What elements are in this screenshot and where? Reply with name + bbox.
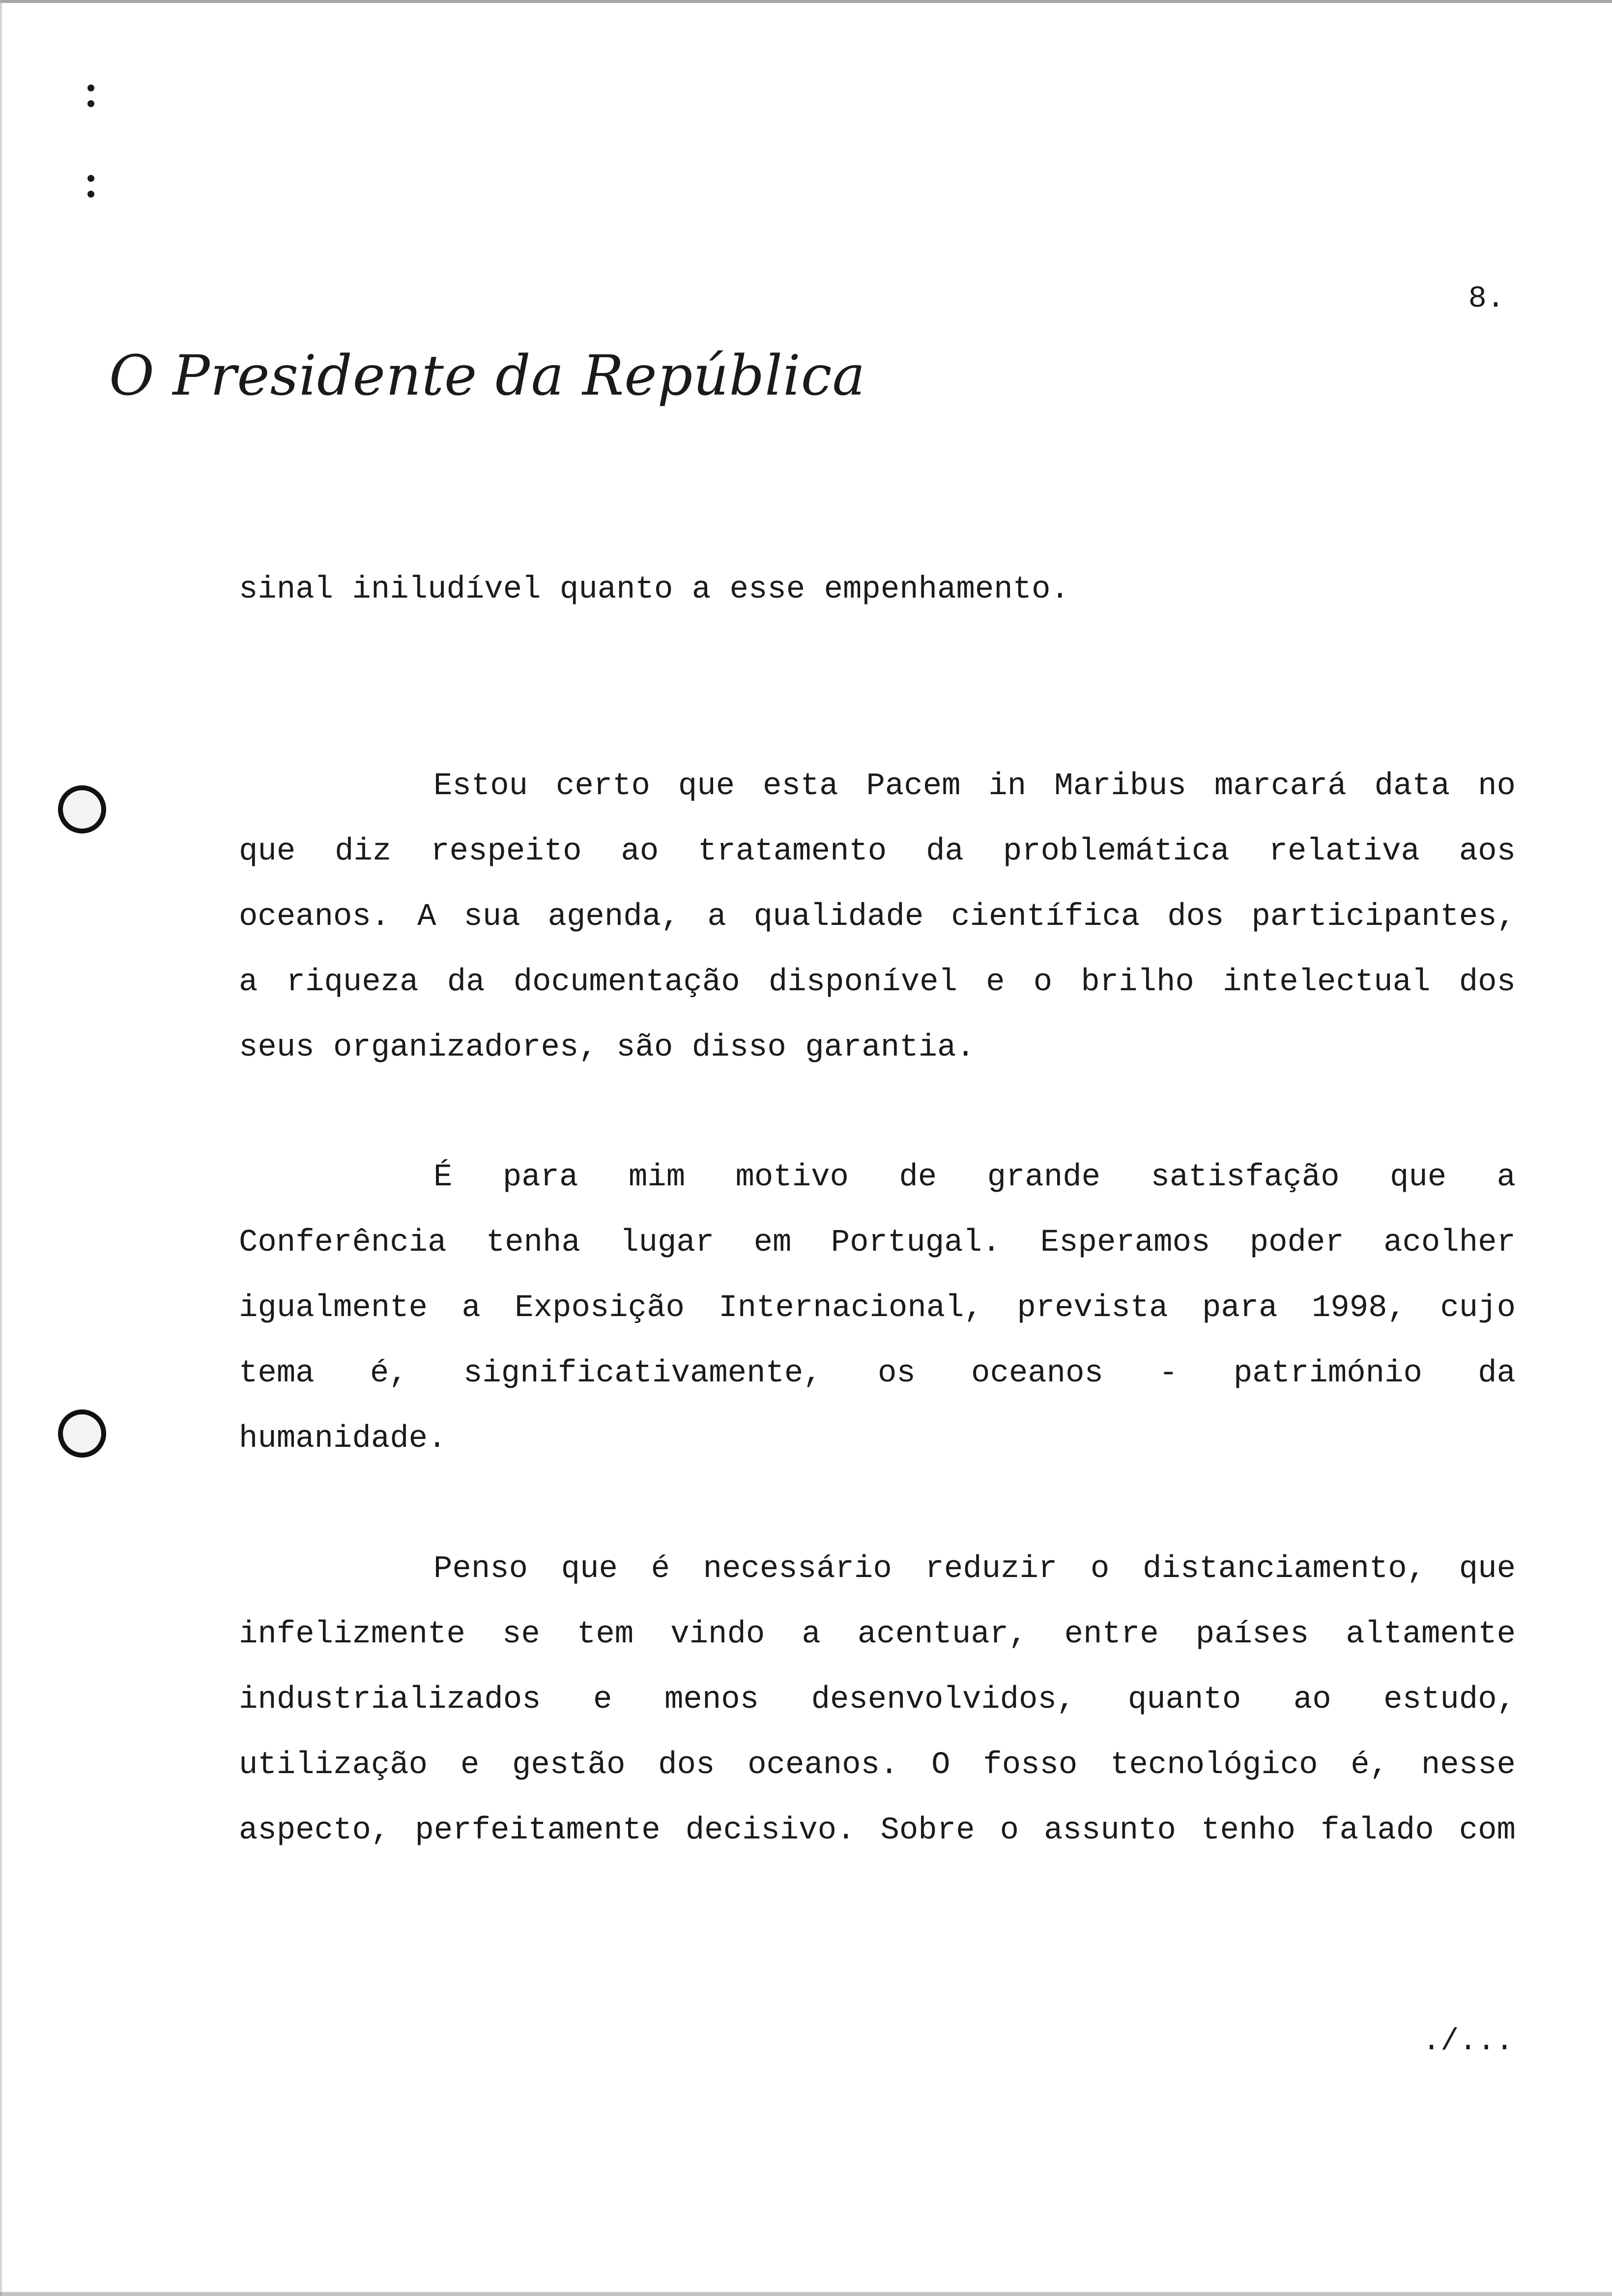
text-line	[239, 1341, 1516, 1406]
word: o	[1000, 1813, 1019, 1848]
word: in	[988, 769, 1027, 804]
word: Maribus	[1054, 769, 1186, 804]
word: entre	[1064, 1617, 1159, 1652]
word: que	[1389, 1160, 1447, 1195]
text-line	[239, 1798, 1516, 1864]
word: aos	[1459, 834, 1516, 869]
word: esta	[762, 769, 838, 804]
word: participantes,	[1251, 899, 1516, 935]
word: países	[1195, 1617, 1309, 1652]
text-line	[239, 1210, 1516, 1276]
word: tratamento	[698, 834, 887, 869]
word: e	[460, 1748, 480, 1783]
word: Internacional,	[719, 1291, 983, 1326]
scan-bottom-edge	[0, 2292, 1612, 2296]
word: distanciamento,	[1143, 1551, 1426, 1587]
word: diz	[335, 834, 392, 869]
word: é,	[1351, 1748, 1389, 1783]
word: menos	[664, 1682, 759, 1718]
word: gestão	[512, 1748, 626, 1783]
word: sua	[463, 899, 520, 935]
text-line	[239, 819, 1516, 885]
word: ao	[621, 834, 659, 869]
word: Pacem	[866, 769, 961, 804]
word: acentuar,	[857, 1617, 1028, 1652]
word: Conferência	[239, 1225, 447, 1261]
word: industrializados	[239, 1682, 541, 1718]
word: igualmente	[239, 1291, 428, 1326]
word: cujo	[1440, 1291, 1516, 1326]
word: perfeitamente	[415, 1813, 661, 1848]
word: reduzir	[925, 1551, 1058, 1587]
word: seus organizadores, são disso garantia.	[239, 1030, 975, 1065]
word: altamente	[1346, 1617, 1516, 1652]
word: necessário	[703, 1551, 892, 1587]
word: tema	[239, 1356, 315, 1391]
text-line	[239, 1015, 1516, 1081]
word: dos	[1167, 899, 1224, 935]
word: a	[802, 1617, 821, 1652]
text-line	[239, 754, 1516, 819]
paragraph-3	[239, 1537, 1516, 1864]
word: em	[753, 1225, 792, 1261]
word: científica	[951, 899, 1140, 935]
word: tenho	[1201, 1813, 1296, 1848]
word: que	[239, 834, 296, 869]
word: Penso	[433, 1551, 528, 1587]
word: disponível	[768, 965, 957, 1000]
word: oceanos.	[239, 899, 390, 935]
word: a	[1497, 1160, 1516, 1195]
word: que	[678, 769, 735, 804]
word: da	[926, 834, 964, 869]
word: falado	[1321, 1813, 1434, 1848]
word: oceanos	[971, 1356, 1103, 1391]
word: decisivo.	[685, 1813, 856, 1848]
word: A	[417, 899, 436, 935]
text-line	[239, 1733, 1516, 1798]
text-line	[239, 1145, 1516, 1210]
word: humanidade.	[239, 1421, 447, 1457]
text-line	[239, 885, 1516, 950]
word: poder	[1249, 1225, 1344, 1261]
scan-left-edge	[0, 0, 2, 2296]
word: dos	[1459, 965, 1516, 1000]
word: o	[1090, 1551, 1110, 1587]
word: ao	[1293, 1682, 1331, 1718]
word: Estou	[433, 769, 528, 804]
word: significativamente,	[463, 1356, 822, 1391]
word: brilho	[1081, 965, 1194, 1000]
punch-hole-icon	[58, 785, 106, 833]
word: que	[1459, 1551, 1516, 1587]
word: O	[931, 1748, 950, 1783]
text-line	[239, 950, 1516, 1015]
word: dos	[658, 1748, 715, 1783]
word: se	[502, 1617, 540, 1652]
word: a	[239, 965, 258, 1000]
page-number: 8.	[1468, 281, 1505, 316]
word: nesse	[1421, 1748, 1516, 1783]
word: É	[433, 1160, 453, 1195]
word: é,	[370, 1356, 408, 1391]
word: -	[1159, 1356, 1178, 1391]
word: prevista	[1017, 1291, 1168, 1326]
word: documentação	[513, 965, 740, 1000]
text-line	[239, 1276, 1516, 1341]
word: que	[561, 1551, 618, 1587]
word: certo	[555, 769, 650, 804]
word: da	[1478, 1356, 1516, 1391]
paragraph-2	[239, 1145, 1516, 1472]
word: satisfação	[1151, 1160, 1340, 1195]
word: mim	[628, 1160, 686, 1195]
word: da	[447, 965, 485, 1000]
word: desenvolvidos,	[811, 1682, 1076, 1718]
text-line: sinal iniludível quanto a esse empenhamento.	[239, 572, 1069, 607]
word: o	[1033, 965, 1053, 1000]
word: data	[1374, 769, 1450, 804]
word: riqueza	[286, 965, 419, 1000]
word: e	[593, 1682, 612, 1718]
text-line	[239, 1602, 1516, 1667]
word: é	[651, 1551, 670, 1587]
word: agenda,	[547, 899, 680, 935]
word: 1998,	[1311, 1291, 1406, 1326]
word: oceanos.	[748, 1748, 899, 1783]
text-line	[239, 1406, 1516, 1472]
word: os	[877, 1356, 916, 1391]
margin-dot-mark	[87, 85, 98, 116]
word: tenha	[486, 1225, 580, 1261]
opening-line	[239, 557, 1516, 623]
word: tem	[576, 1617, 634, 1652]
word: no	[1478, 769, 1516, 804]
continuation-mark: ./...	[1422, 2024, 1514, 2059]
word: relativa	[1268, 834, 1420, 869]
word: qualidade	[753, 899, 924, 935]
word: fosso	[983, 1748, 1078, 1783]
word: património	[1233, 1356, 1422, 1391]
word: infelizmente	[239, 1617, 465, 1652]
word: e	[986, 965, 1005, 1000]
text-line	[239, 1537, 1516, 1602]
word: marcará	[1214, 769, 1347, 804]
word: aspecto,	[239, 1813, 390, 1848]
word: para	[1202, 1291, 1278, 1326]
word: quanto	[1127, 1682, 1241, 1718]
word: de	[899, 1160, 937, 1195]
word: Sobre	[880, 1813, 975, 1848]
word: assunto	[1044, 1813, 1176, 1848]
text-line	[239, 1667, 1516, 1733]
word: utilização	[239, 1748, 428, 1783]
word: motivo	[735, 1160, 849, 1195]
word: respeito	[431, 834, 582, 869]
word: intelectual	[1223, 965, 1431, 1000]
margin-dot-mark	[87, 175, 98, 206]
word: para	[502, 1160, 578, 1195]
word: vindo	[670, 1617, 765, 1652]
word: tecnológico	[1110, 1748, 1318, 1783]
word: Portugal.	[831, 1225, 1001, 1261]
word: com	[1459, 1813, 1516, 1848]
word: a	[707, 899, 726, 935]
punch-hole-icon	[58, 1409, 106, 1458]
word: lugar	[620, 1225, 715, 1261]
word: estudo,	[1383, 1682, 1516, 1718]
word: problemática	[1003, 834, 1230, 869]
paragraph-1	[239, 754, 1516, 1081]
letterhead-title: O Presidente da República	[109, 344, 866, 408]
word: acolher	[1383, 1225, 1516, 1261]
word: grande	[987, 1160, 1101, 1195]
word: a	[461, 1291, 481, 1326]
scan-top-edge	[0, 0, 1612, 3]
word: Esperamos	[1040, 1225, 1210, 1261]
word: Exposição	[515, 1291, 685, 1326]
